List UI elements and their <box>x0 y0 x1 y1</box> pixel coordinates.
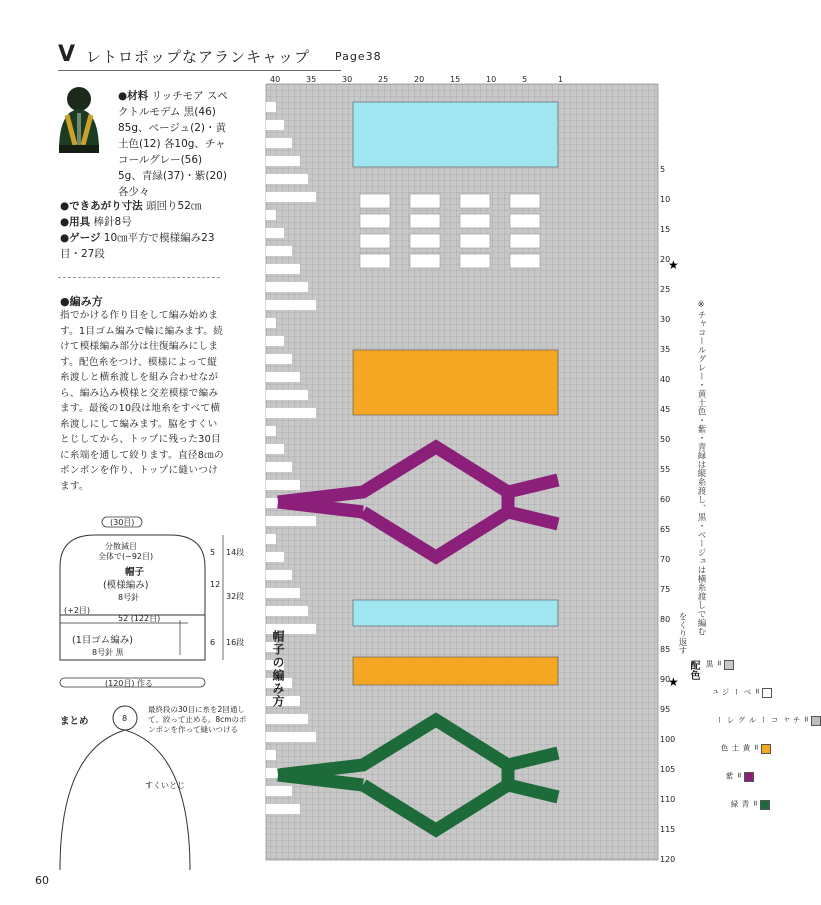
dim-mid-rows: 32段 <box>226 592 245 601</box>
row-tick: 55 <box>660 465 671 474</box>
tools-spec <box>60 214 220 230</box>
legend-label: =黒 <box>705 660 724 668</box>
beige-block <box>510 214 540 228</box>
width-label: 52 (122目) <box>118 614 161 623</box>
decrease-step <box>266 804 300 814</box>
decrease-step <box>266 336 284 346</box>
materials-spec <box>118 88 228 200</box>
legend-item <box>724 772 754 782</box>
decrease-step <box>266 588 300 598</box>
finishing-label: まとめ <box>60 716 89 727</box>
legend-label: =紫 <box>725 772 744 780</box>
cast-on-label: (120目) 作る <box>105 679 154 688</box>
gauge-label: ●ゲージ <box>60 232 101 244</box>
legend-label: =ベージュ <box>710 688 762 696</box>
decrease-step <box>266 480 300 490</box>
dim-mid: 12 <box>210 580 221 589</box>
page-reference: Page38 <box>335 50 382 63</box>
rib-label: (1目ゴム編み) <box>72 635 133 646</box>
decrease-step <box>266 354 292 364</box>
row-tick: 90 <box>660 675 671 684</box>
decrease-step <box>266 318 276 328</box>
decrease-total: 全体で(−92目) <box>98 552 154 561</box>
beige-block <box>410 254 440 268</box>
size-spec <box>60 198 220 214</box>
row-tick: 85 <box>660 645 671 654</box>
size-text: 頭回り52㎝ <box>146 200 202 212</box>
dim-top-rows: 14段 <box>226 548 245 557</box>
decrease-step <box>266 390 308 400</box>
decrease-step <box>266 714 308 724</box>
row-tick: 75 <box>660 585 671 594</box>
plus2-label: (+2目) <box>64 606 91 615</box>
method-text: 指でかける作り目をして編み始めます。1目ゴム編みで輪に編みます。続けて模様編み部分は往復編みにします。配色糸をつけ、模様によって縦糸渡しと横糸渡しを組み合わせながら、編み込み模様と交差模様で編みます。最後の10段は地糸をすべて横糸渡しにして編みます。脇をすくいとじしてから、トップに残った30目に糸端を通して絞ります。直径8㎝のポンポンを作り、トップに縫いつけます。 <box>60 310 224 492</box>
pompom-size: 8 <box>122 714 128 723</box>
decrease-step <box>266 444 284 454</box>
decrease-step <box>266 372 300 382</box>
decrease-step <box>266 300 316 310</box>
row-tick: 45 <box>660 405 671 414</box>
title-rule <box>58 70 341 71</box>
decrease-step <box>266 174 308 184</box>
beige-block <box>410 234 440 248</box>
method-label: ●編み方 <box>60 295 103 308</box>
gauge-text: 10㎝平方で模様編み23目・27段 <box>60 232 215 260</box>
decrease-step <box>266 570 292 580</box>
decrease-step <box>266 282 308 292</box>
pattern-label: (模様編み) <box>103 580 149 591</box>
row-tick: 60 <box>660 495 671 504</box>
hat-label: 帽子 <box>125 567 145 578</box>
decrease-step <box>266 264 300 274</box>
seam-label: すくいとじ <box>145 781 185 790</box>
decrease-step <box>266 156 300 166</box>
knitting-chart <box>258 72 679 872</box>
column-tick: 5 <box>522 75 528 84</box>
row-tick: 20 <box>660 255 671 264</box>
section-letter: V <box>58 42 76 67</box>
decrease-step <box>266 534 276 544</box>
star-marker: ★ <box>668 675 679 689</box>
decrease-step <box>266 246 292 256</box>
orange-band <box>353 350 558 415</box>
column-tick: 25 <box>378 75 389 84</box>
legend-item <box>714 716 821 726</box>
row-tick: 95 <box>660 705 671 714</box>
tools-text: 棒針8号 <box>93 216 132 228</box>
color-note: ※チャコールグレー・黄土色・紫・青緑は縦糸渡し、黒・ベージュは横糸渡しで編む <box>696 300 706 636</box>
column-tick: 15 <box>450 75 461 84</box>
row-tick: 70 <box>660 555 671 564</box>
beige-block <box>360 254 390 268</box>
decrease-step <box>266 516 316 526</box>
decrease-step <box>266 732 316 742</box>
decrease-step <box>266 210 276 220</box>
row-tick: 65 <box>660 525 671 534</box>
row-tick: 25 <box>660 285 671 294</box>
color-legend <box>686 660 811 860</box>
row-tick: 50 <box>660 435 671 444</box>
beige-block <box>510 234 540 248</box>
beige-block <box>460 254 490 268</box>
repeat-note: をくり返す <box>677 612 687 655</box>
legend-label: =チャコールグレー <box>715 716 811 724</box>
beige-block <box>360 214 390 228</box>
materials-text: リッチモア スペクトルモデム 黒(46) 85g、ベージュ(2)・黄土色(12) 各10g、チャコールグレー(56) 5g、青緑(37)・紫(20) 各少々 <box>118 90 228 198</box>
beige-block <box>360 234 390 248</box>
beige-block <box>410 214 440 228</box>
teal-band-2 <box>353 600 558 626</box>
finishing-note: 最終段の30目に糸を2回通して、絞って止める。8cmのポンポンを作って縫いつける <box>148 705 247 734</box>
decrease-step <box>266 426 276 436</box>
row-tick: 115 <box>660 825 676 834</box>
decrease-step <box>266 228 284 238</box>
column-tick: 1 <box>558 75 564 84</box>
decrease-step <box>266 606 308 616</box>
beige-block <box>460 194 490 208</box>
decrease-label: 分散減目 <box>105 542 137 551</box>
decrease-step <box>266 786 292 796</box>
dim-top: 5 <box>210 548 216 557</box>
row-tick: 110 <box>660 795 676 804</box>
beige-block <box>360 194 390 208</box>
materials-label: ●材料 <box>118 90 149 102</box>
row-tick: 5 <box>660 165 666 174</box>
legend-swatch <box>761 744 771 754</box>
legend-swatch <box>744 772 754 782</box>
column-tick: 10 <box>486 75 497 84</box>
legend-swatch <box>724 660 734 670</box>
beige-block <box>510 254 540 268</box>
top-stitches: (30目) <box>110 518 135 527</box>
column-tick: 20 <box>414 75 425 84</box>
decrease-step <box>266 408 316 418</box>
teal-band <box>353 102 558 167</box>
row-tick: 10 <box>660 195 671 204</box>
dim-bottom: 6 <box>210 638 216 647</box>
legend-title: 配色 <box>688 660 699 680</box>
dim-bottom-rows: 16段 <box>226 638 245 647</box>
decrease-step <box>266 138 292 148</box>
legend-label: =青緑 <box>730 800 760 808</box>
divider <box>58 277 220 278</box>
tools-label: ●用具 <box>60 216 91 228</box>
finishing-diagram <box>40 700 250 875</box>
decrease-step <box>266 192 316 202</box>
row-tick: 80 <box>660 615 671 624</box>
legend-item <box>704 660 734 670</box>
decrease-step <box>266 120 284 130</box>
decrease-step <box>266 102 276 112</box>
needle-label: 8号針 <box>118 593 140 602</box>
column-tick: 30 <box>342 75 353 84</box>
legend-label: =黄土色 <box>720 744 761 752</box>
row-tick: 30 <box>660 315 671 324</box>
page-title: レトロポップなアランキャップ <box>86 48 311 66</box>
row-tick: 100 <box>660 735 676 744</box>
legend-item <box>729 800 770 810</box>
decrease-step <box>266 750 276 760</box>
size-label: ●できあがり寸法 <box>60 200 143 212</box>
row-tick: 40 <box>660 375 671 384</box>
beige-block <box>410 194 440 208</box>
decrease-step <box>266 552 284 562</box>
page-number: 60 <box>35 874 49 887</box>
row-tick: 35 <box>660 345 671 354</box>
row-tick: 120 <box>660 855 676 864</box>
hat-schematic <box>40 505 255 700</box>
star-marker: ★ <box>668 258 679 272</box>
beige-block <box>510 194 540 208</box>
legend-swatch <box>762 688 772 698</box>
beige-block <box>460 234 490 248</box>
chart-title: 帽子の編み方 <box>271 630 285 708</box>
legend-item <box>719 744 771 754</box>
row-tick: 15 <box>660 225 671 234</box>
decrease-step <box>266 462 292 472</box>
hat-photo <box>55 85 103 155</box>
legend-item <box>709 688 772 698</box>
legend-swatch <box>811 716 821 726</box>
row-tick: 105 <box>660 765 676 774</box>
gauge-spec <box>60 230 220 262</box>
column-tick: 35 <box>306 75 317 84</box>
column-tick: 40 <box>270 75 281 84</box>
rib-needle: 8号針 黒 <box>92 648 124 657</box>
orange-band-2 <box>353 657 558 685</box>
beige-block <box>460 214 490 228</box>
legend-swatch <box>760 800 770 810</box>
